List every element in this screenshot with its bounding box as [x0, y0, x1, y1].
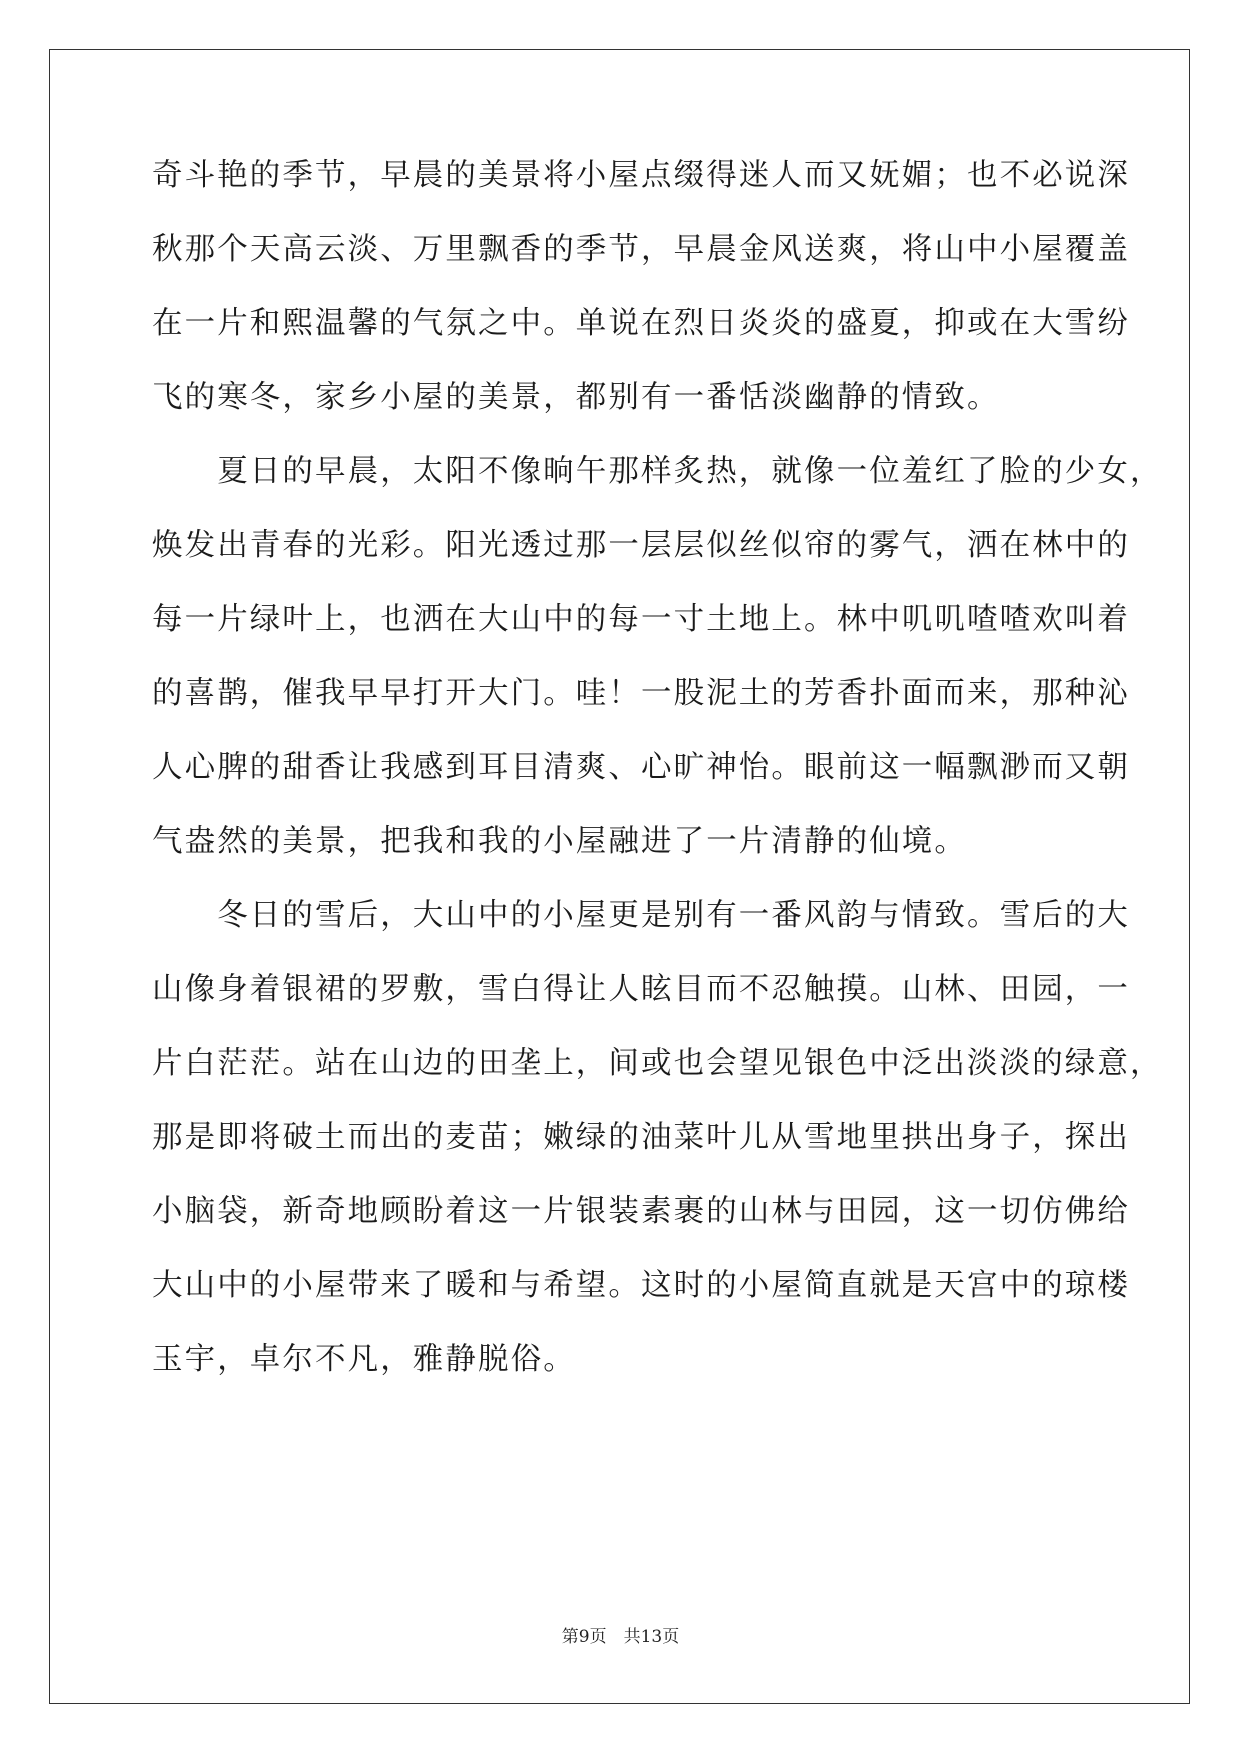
text-line: 片白茫茫。站在山边的田垄上，间或也会望见银色中泛出淡淡的绿意，	[152, 1046, 1163, 1081]
text-line: 那是即将破土而出的麦苗；嫩绿的油菜叶儿从雪地里拱出身子，探出	[152, 1120, 1130, 1155]
text-line: 每一片绿叶上，也洒在大山中的每一寸土地上。林中叽叽喳喳欢叫着	[152, 602, 1130, 637]
text-line: 飞的寒冬，家乡小屋的美景，都别有一番恬淡幽静的情致。	[152, 380, 1000, 415]
text-line: 秋那个天高云淡、万里飘香的季节，早晨金风送爽，将山中小屋覆盖	[152, 232, 1130, 267]
text-line: 玉宇，卓尔不凡，雅静脱俗。	[152, 1342, 576, 1377]
text-line: 奇斗艳的季节，早晨的美景将小屋点缀得迷人而又妩媚；也不必说深	[152, 158, 1130, 193]
text-line: 夏日的早晨，太阳不像晌午那样炙热，就像一位羞红了脸的少女，	[152, 454, 1163, 489]
text-line: 山像身着银裙的罗敷，雪白得让人眩目而不忍触摸。山林、田园，一	[152, 972, 1130, 1007]
text-line: 焕发出青春的光彩。阳光透过那一层层似丝似帘的雾气，洒在林中的	[152, 528, 1130, 563]
text-line: 气盎然的美景，把我和我的小屋融进了一片清静的仙境。	[152, 824, 967, 859]
text-line: 的喜鹊，催我早早打开大门。哇！一股泥土的芳香扑面而来，那种沁	[152, 676, 1130, 711]
text-line: 冬日的雪后，大山中的小屋更是别有一番风韵与情致。雪后的大	[152, 898, 1130, 933]
page-border	[49, 49, 1190, 1704]
text-line: 在一片和熙温馨的气氛之中。单说在烈日炎炎的盛夏，抑或在大雪纷	[152, 306, 1130, 341]
text-line: 人心脾的甜香让我感到耳目清爽、心旷神怡。眼前这一幅飘渺而又朝	[152, 750, 1130, 785]
page-footer: 第9页 共13页	[561, 1627, 680, 1647]
text-line: 小脑袋，新奇地顾盼着这一片银装素裹的山林与田园，这一切仿佛给	[152, 1194, 1130, 1229]
text-line: 大山中的小屋带来了暖和与希望。这时的小屋简直就是天宫中的琼楼	[152, 1268, 1130, 1303]
